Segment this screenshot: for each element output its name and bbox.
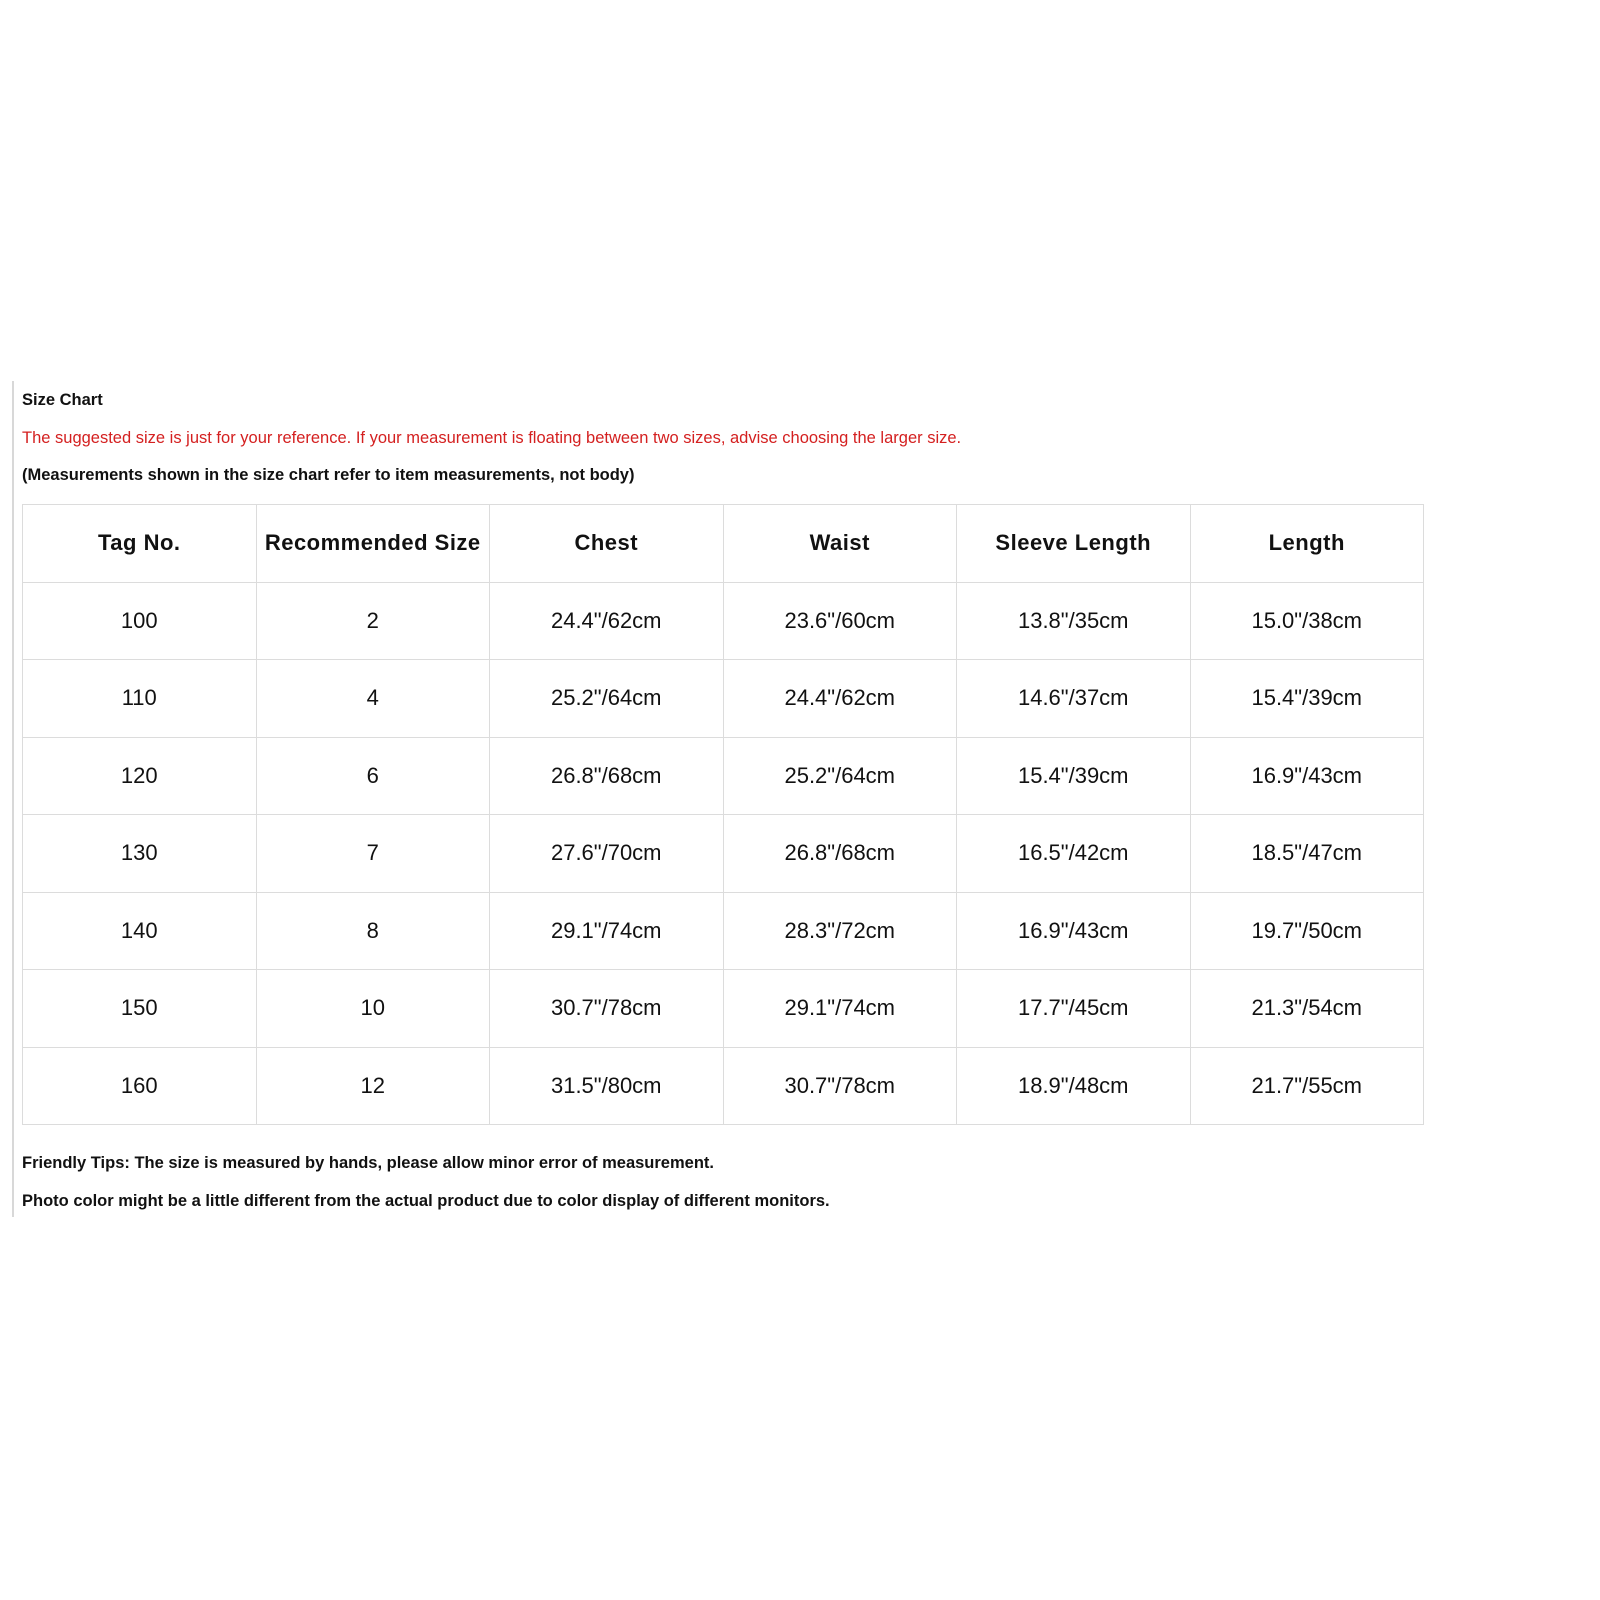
table-cell: 110 xyxy=(23,660,257,738)
table-cell: 24.4"/62cm xyxy=(723,660,957,738)
table-cell: 13.8"/35cm xyxy=(957,582,1191,660)
table-row xyxy=(23,737,1424,815)
table-cell: 160 xyxy=(23,1047,257,1125)
table-row xyxy=(23,970,1424,1048)
column-header: Chest xyxy=(490,505,724,583)
column-header: Length xyxy=(1190,505,1424,583)
table-cell: 4 xyxy=(256,660,490,738)
table-row xyxy=(23,892,1424,970)
column-header: Sleeve Length xyxy=(957,505,1191,583)
table-row xyxy=(23,815,1424,893)
friendly-tip: Friendly Tips: The size is measured by hands, please allow minor error of measurement. xyxy=(22,1154,714,1172)
table-cell: 18.9"/48cm xyxy=(957,1047,1191,1125)
table-cell: 31.5"/80cm xyxy=(490,1047,724,1125)
column-header: Recommended Size xyxy=(256,505,490,583)
table-cell: 24.4"/62cm xyxy=(490,582,724,660)
table-cell: 18.5"/47cm xyxy=(1190,815,1424,893)
table-cell: 12 xyxy=(256,1047,490,1125)
table-cell: 30.7"/78cm xyxy=(490,970,724,1048)
table-cell: 28.3"/72cm xyxy=(723,892,957,970)
table-cell: 17.7"/45cm xyxy=(957,970,1191,1048)
table-cell: 120 xyxy=(23,737,257,815)
table-cell: 14.6"/37cm xyxy=(957,660,1191,738)
table-cell: 16.5"/42cm xyxy=(957,815,1191,893)
table-cell: 150 xyxy=(23,970,257,1048)
table-cell: 140 xyxy=(23,892,257,970)
size-chart-title: Size Chart xyxy=(22,391,103,409)
table-cell: 19.7"/50cm xyxy=(1190,892,1424,970)
column-header: Tag No. xyxy=(23,505,257,583)
size-advice-note: The suggested size is just for your reference. If your measurement is floating between two sizes, advise choosing the larger size. xyxy=(22,429,962,447)
table-cell: 130 xyxy=(23,815,257,893)
table-cell: 21.3"/54cm xyxy=(1190,970,1424,1048)
table-cell: 6 xyxy=(256,737,490,815)
table-cell: 23.6"/60cm xyxy=(723,582,957,660)
table-cell: 2 xyxy=(256,582,490,660)
table-cell: 30.7"/78cm xyxy=(723,1047,957,1125)
table-cell: 21.7"/55cm xyxy=(1190,1047,1424,1125)
table-cell: 25.2"/64cm xyxy=(490,660,724,738)
measurement-note: (Measurements shown in the size chart refer to item measurements, not body) xyxy=(22,466,635,484)
table-cell: 29.1"/74cm xyxy=(490,892,724,970)
table-cell: 10 xyxy=(256,970,490,1048)
table-cell: 15.4"/39cm xyxy=(1190,660,1424,738)
table-cell: 8 xyxy=(256,892,490,970)
left-border xyxy=(12,381,14,1217)
table-cell: 27.6"/70cm xyxy=(490,815,724,893)
size-table xyxy=(22,504,1424,1125)
color-disclaimer: Photo color might be a little different from the actual product due to color display of different monitors. xyxy=(22,1192,830,1210)
table-cell: 25.2"/64cm xyxy=(723,737,957,815)
table-cell: 16.9"/43cm xyxy=(957,892,1191,970)
table-cell: 15.4"/39cm xyxy=(957,737,1191,815)
table-cell: 15.0"/38cm xyxy=(1190,582,1424,660)
table-cell: 29.1"/74cm xyxy=(723,970,957,1048)
table-cell: 16.9"/43cm xyxy=(1190,737,1424,815)
column-header: Waist xyxy=(723,505,957,583)
table-row xyxy=(23,582,1424,660)
table-cell: 7 xyxy=(256,815,490,893)
table-header-row xyxy=(23,505,1424,583)
table-cell: 26.8"/68cm xyxy=(723,815,957,893)
table-cell: 100 xyxy=(23,582,257,660)
table-row xyxy=(23,1047,1424,1125)
table-cell: 26.8"/68cm xyxy=(490,737,724,815)
table-row xyxy=(23,660,1424,738)
